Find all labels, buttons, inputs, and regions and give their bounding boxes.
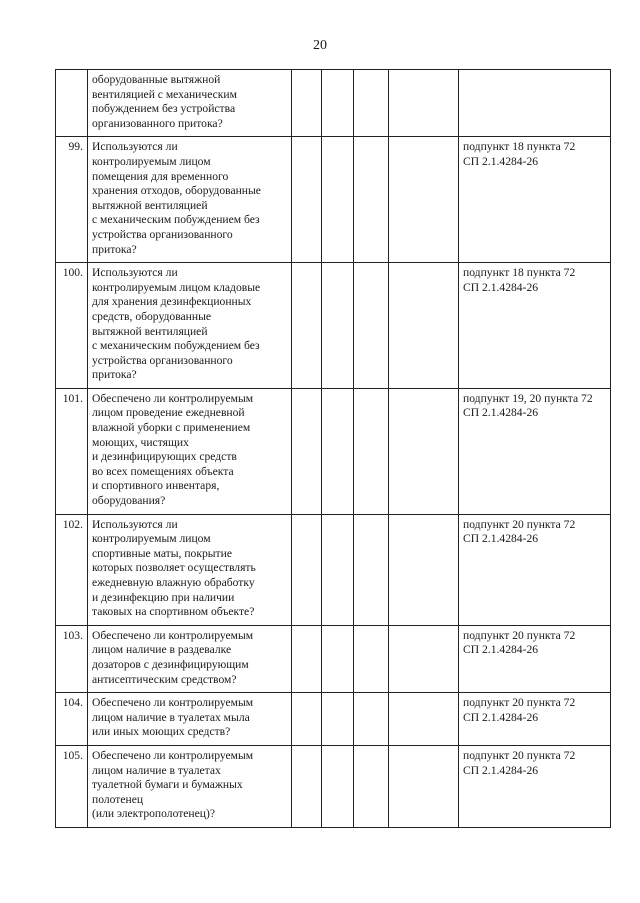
answer-cell bbox=[354, 745, 389, 827]
answer-cell bbox=[322, 70, 354, 137]
note-cell bbox=[389, 745, 459, 827]
row-number: 100. bbox=[56, 263, 88, 389]
answer-cell bbox=[292, 745, 322, 827]
table-row bbox=[56, 514, 611, 625]
row-number bbox=[56, 70, 88, 137]
question-cell: Обеспечено ли контролируемым лицом проведение ежедневной влажной уборки с применением моющих, чистящих и дезинфицирующих средств во всех помещениях объекта и спортивного инвентаря, оборудования? bbox=[88, 388, 292, 514]
table-row bbox=[56, 70, 611, 137]
row-number: 99. bbox=[56, 137, 88, 263]
question-cell: Используются ли контролируемым лицом спортивные маты, покрытие которых позволяет осуществлять ежедневную влажную обработку и дезинфекцию при наличии таковых на спортивном объекте? bbox=[88, 514, 292, 625]
answer-cell bbox=[354, 693, 389, 746]
answer-cell bbox=[354, 263, 389, 389]
question-cell: Используются ли контролируемым лицом помещения для временного хранения отходов, оборудованные вытяжной вентиляцией с механическим побуждением без устройства организованного притока? bbox=[88, 137, 292, 263]
note-cell bbox=[389, 70, 459, 137]
reference-cell: подпункт 20 пункта 72 СП 2.1.4284-26 bbox=[459, 745, 611, 827]
table-row bbox=[56, 625, 611, 692]
answer-cell bbox=[322, 693, 354, 746]
reference-cell: подпункт 20 пункта 72 СП 2.1.4284-26 bbox=[459, 625, 611, 692]
row-number: 105. bbox=[56, 745, 88, 827]
answer-cell bbox=[322, 137, 354, 263]
row-number: 104. bbox=[56, 693, 88, 746]
answer-cell bbox=[292, 70, 322, 137]
answer-cell bbox=[322, 625, 354, 692]
note-cell bbox=[389, 388, 459, 514]
answer-cell bbox=[292, 263, 322, 389]
answer-cell bbox=[322, 263, 354, 389]
table-row bbox=[56, 263, 611, 389]
row-number: 103. bbox=[56, 625, 88, 692]
answer-cell bbox=[292, 137, 322, 263]
answer-cell bbox=[292, 693, 322, 746]
note-cell bbox=[389, 137, 459, 263]
reference-cell: подпункт 19, 20 пункта 72 СП 2.1.4284-26 bbox=[459, 388, 611, 514]
reference-cell: подпункт 20 пункта 72 СП 2.1.4284-26 bbox=[459, 693, 611, 746]
question-cell: Обеспечено ли контролируемым лицом наличие в раздевалке дозаторов с дезинфицирующим антисептическим средством? bbox=[88, 625, 292, 692]
answer-cell bbox=[322, 388, 354, 514]
page-number: 20 bbox=[313, 38, 327, 53]
answer-cell bbox=[322, 745, 354, 827]
table-row bbox=[56, 693, 611, 746]
answer-cell bbox=[354, 70, 389, 137]
table-row bbox=[56, 745, 611, 827]
answer-cell bbox=[354, 137, 389, 263]
reference-cell: подпункт 18 пункта 72 СП 2.1.4284-26 bbox=[459, 263, 611, 389]
answer-cell bbox=[292, 388, 322, 514]
table-row bbox=[56, 388, 611, 514]
answer-cell bbox=[354, 514, 389, 625]
note-cell bbox=[389, 693, 459, 746]
note-cell bbox=[389, 263, 459, 389]
answer-cell bbox=[322, 514, 354, 625]
question-cell: Обеспечено ли контролируемым лицом наличие в туалетах туалетной бумаги и бумажных полотенец (или электрополотенец)? bbox=[88, 745, 292, 827]
question-cell: Используются ли контролируемым лицом кладовые для хранения дезинфекционных средств, оборудованные вытяжной вентиляцией с механическим побуждением без устройства организованного притока? bbox=[88, 263, 292, 389]
question-cell: оборудованные вытяжной вентиляцией с механическим побуждением без устройства организованного притока? bbox=[88, 70, 292, 137]
row-number: 101. bbox=[56, 388, 88, 514]
question-cell: Обеспечено ли контролируемым лицом наличие в туалетах мыла или иных моющих средств? bbox=[88, 693, 292, 746]
reference-cell bbox=[459, 70, 611, 137]
row-number: 102. bbox=[56, 514, 88, 625]
table-row bbox=[56, 137, 611, 263]
answer-cell bbox=[292, 625, 322, 692]
note-cell bbox=[389, 514, 459, 625]
note-cell bbox=[389, 625, 459, 692]
answer-cell bbox=[292, 514, 322, 625]
answer-cell bbox=[354, 625, 389, 692]
checklist-table bbox=[55, 69, 611, 828]
answer-cell bbox=[354, 388, 389, 514]
reference-cell: подпункт 20 пункта 72 СП 2.1.4284-26 bbox=[459, 514, 611, 625]
reference-cell: подпункт 18 пункта 72 СП 2.1.4284-26 bbox=[459, 137, 611, 263]
